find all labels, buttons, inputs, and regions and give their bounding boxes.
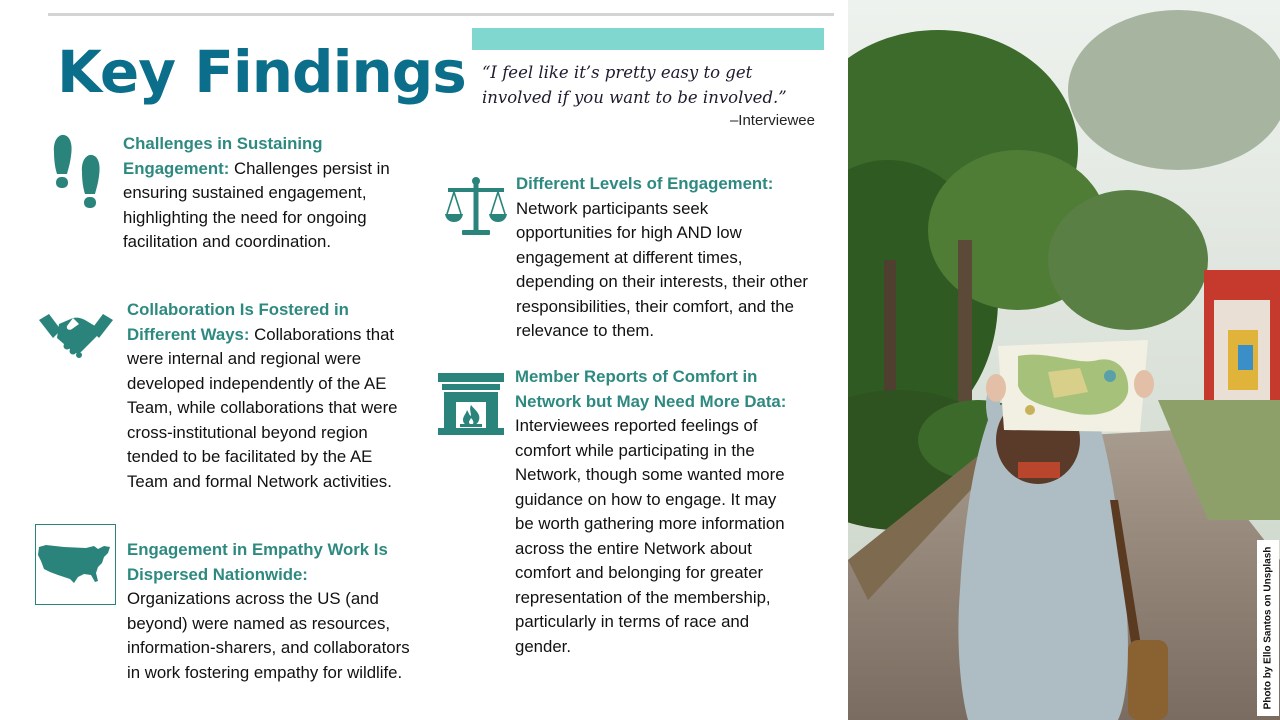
balance-scale-icon bbox=[444, 176, 508, 240]
finding-body: Network participants seek opportunities for high AND low engagement at different times, depending on their interests, their other responsibilities, their comfort, and the relevance to them. bbox=[516, 198, 808, 340]
finding-levels-engagement bbox=[516, 172, 808, 344]
handshake-icon bbox=[39, 310, 113, 358]
finding-heading: Collaboration Is Fostered in Different Ways: bbox=[127, 300, 349, 344]
quote-accent-bar bbox=[472, 28, 824, 50]
photo-credit-text: Photo by Ello Santos on Unsplash bbox=[1262, 546, 1274, 710]
photo-credit bbox=[1257, 540, 1279, 716]
top-divider bbox=[48, 13, 834, 16]
page-title: Key Findings bbox=[57, 38, 466, 106]
quote-text: “I feel like it’s pretty easy to get involved if you want to be involved.” bbox=[482, 63, 787, 107]
finding-body: Organizations across the US (and beyond) were named as resources, information-sharers, and collaborators in work fostering empathy for wildlife. bbox=[127, 589, 410, 682]
fireplace-icon bbox=[438, 373, 504, 435]
usa-map-icon bbox=[35, 524, 116, 605]
quote-attribution: –Interviewee bbox=[729, 112, 815, 129]
finding-heading: Different Levels of Engagement: bbox=[516, 174, 774, 193]
finding-heading: Engagement in Empathy Work Is Dispersed Nationwide: bbox=[127, 540, 388, 584]
finding-heading: Challenges in Sustaining Engagement: bbox=[123, 134, 323, 178]
finding-body: Challenges persist in ensuring sustained engagement, highlighting the need for ongoing facilitation and coordination. bbox=[123, 158, 390, 251]
finding-collaboration bbox=[127, 298, 407, 494]
finding-nationwide bbox=[127, 538, 412, 685]
finding-sustaining-engagement bbox=[123, 132, 393, 255]
photo-woman-holding-map bbox=[848, 0, 1280, 720]
finding-comfort bbox=[515, 365, 790, 659]
footprints-icon bbox=[50, 134, 104, 210]
finding-body: Collaborations that were internal and regional were developed independently of the AE Team, while collaborations that were cross-institutional beyond region tended to be facilitated by the AE Team and formal Network activities. bbox=[127, 324, 398, 491]
finding-body: Interviewees reported feelings of comfort while participating in the Network, though some wanted more guidance on how to engage. It may be worth gathering more information across the entire Network about comfort and belonging for greater representation of the membership, particularly in terms of race and gender. bbox=[515, 416, 785, 656]
finding-heading: Member Reports of Comfort in Network but May Need More Data: bbox=[515, 367, 787, 411]
